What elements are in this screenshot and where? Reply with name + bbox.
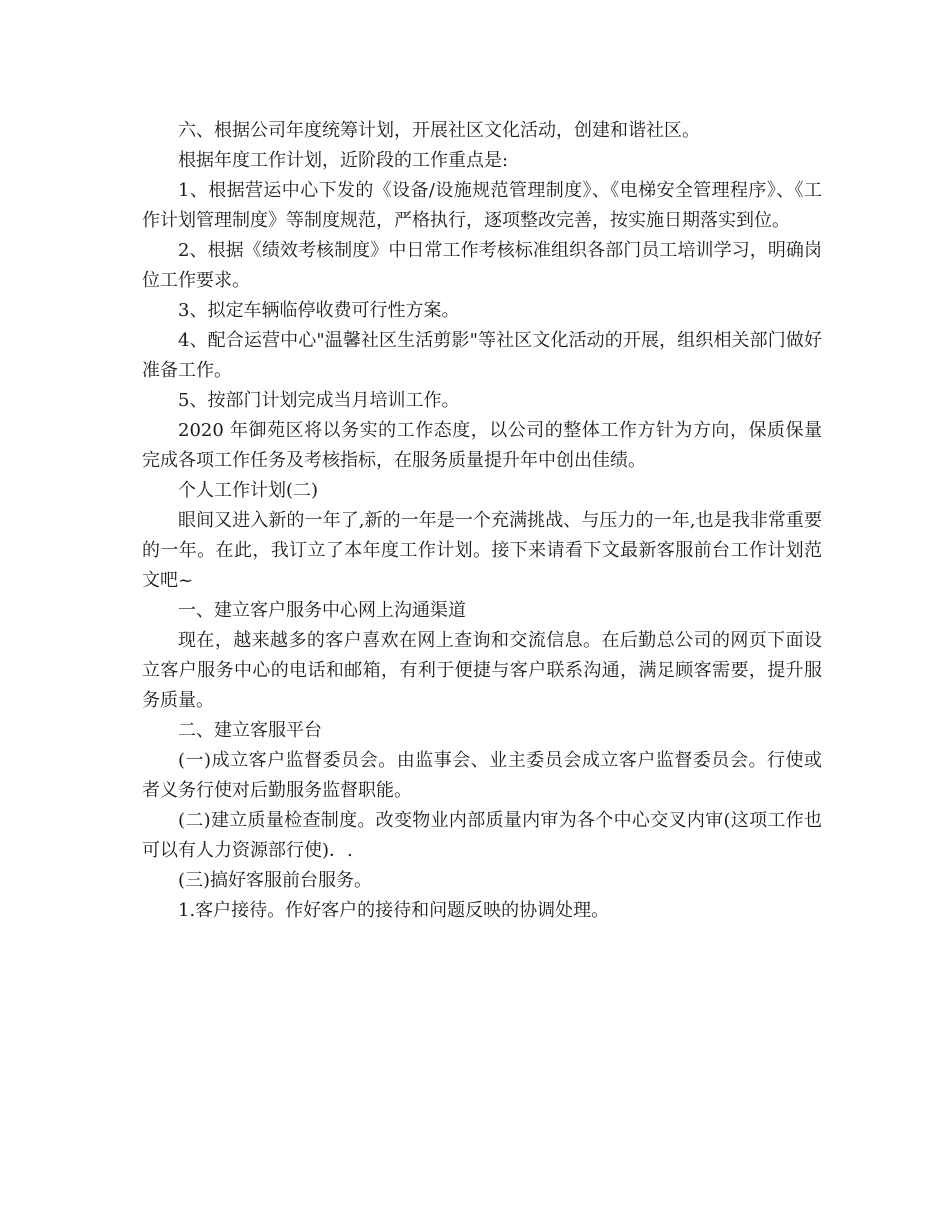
paragraph-item-5: 5、按部门计划完成当月培训工作。 [178,390,460,411]
paragraph-customer-reception: 1.客户接待。作好客户的接待和问题反映的协调处理。 [178,900,610,921]
heading-online-channel: 一、建立客户服务中心网上沟通渠道 [178,600,466,621]
paragraph-2020-summary: 2020 年御苑区将以务实的工作态度，以公司的整体工作方针为方向，保质保量完成各项工作任务及考核指标，在服务质量提升年中创出佳绩。 [142,420,822,471]
paragraph-item-3: 3、拟定车辆临停收费可行性方案。 [178,300,460,321]
paragraph-online-channel: 现在，越来越多的客户喜欢在网上查询和交流信息。在后勤总公司的网页下面设立客户服务中心的电话和邮箱，有利于便捷与客户联系沟通，满足顾客需要，提升服务质量。 [142,630,822,711]
paragraph-front-desk-service: (三)搞好客服前台服务。 [178,870,373,891]
heading-service-platform: 二、建立客服平台 [178,720,322,741]
paragraph-item-2: 2、根据《绩效考核制度》中日常工作考核标准组织各部门员工培训学习，明确岗位工作要求。 [142,240,822,291]
paragraph-item-1: 1、根据营运中心下发的《设备/设施规范管理制度》、《电梯安全管理程序》、《工作计划管理制度》等制度规范，严格执行，逐项整改完善，按实施日期落实到位。 [142,180,822,231]
paragraph-quality-inspection: (二)建立质量检查制度。改变物业内部质量内审为各个中心交叉内审(这项工作也可以有人力资源部行使)．. [142,810,822,861]
paragraph-item-4: 4、配合运营中心"温馨社区生活剪影"等社区文化活动的开展，组织相关部门做好准备工作。 [142,330,822,381]
document-page [142,116,822,926]
paragraph-activity-plan: 六、根据公司年度统筹计划，开展社区文化活动，创建和谐社区。 [178,120,700,141]
section-title-personal-plan-2: 个人工作计划(二) [178,480,319,501]
paragraph-focus-intro: 根据年度工作计划，近阶段的工作重点是: [178,150,509,171]
paragraph-new-year-intro: 眼间又进入新的一年了,新的一年是一个充满挑战、与压力的一年,也是我非常重要的一年。在此，我订立了本年度工作计划。接下来请看下文最新客服前台工作计划范文吧~ [142,510,822,591]
paragraph-supervision-committee: (一)成立客户监督委员会。由监事会、业主委员会成立客户监督委员会。行使或者义务行使对后勤服务监督职能。 [142,750,822,801]
